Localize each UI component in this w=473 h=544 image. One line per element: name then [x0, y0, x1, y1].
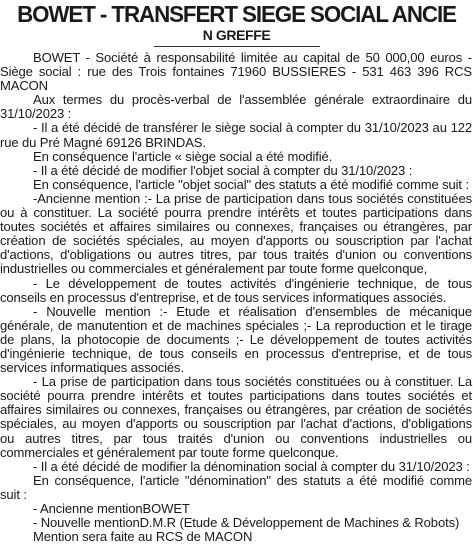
- notice-title: BOWET - TRANSFERT SIEGE SOCIAL ANCIE: [17, 1, 456, 27]
- name-decision-paragraph: - Il a été décidé de modifier la dénomination social à compter du 31/10/2023 :: [33, 458, 470, 474]
- new-name-paragraph: - Nouvelle mentionD.M.R (Etude & Développement de Machines & Robots): [33, 515, 460, 531]
- title-divider: [154, 46, 320, 47]
- new-purpose-participation-paragraph: - La prise de participation dans tous sociétés constituées ou à constituer. La société pourra prendre intérêts et toutes participations dans toutes sociétés et affaires similaires ou connexes, françaises ou étrangères, par création de sociétés spéciales, au moyen d'apports ou souscription par l'achat d'actions, d'obligations ou autres titres, par tous traités d'union ou conventions industrielles ou commerciales et généralement par toute forme quelconque.: [0, 374, 472, 460]
- purpose-decision-paragraph: - Il a été décidé de modifier l'objet social à compter du 31/10/2023 :: [33, 162, 413, 178]
- seat-article-paragraph: En conséquence l'article « siège social a été modifié.: [33, 148, 333, 164]
- old-purpose-engineering-paragraph: - Le développement de toutes activités d'ingénierie technique, de tous conseils en processus d'entreprise, et de tous services informatiques associés.: [0, 275, 472, 305]
- old-purpose-paragraph: -Ancienne mention :- La prise de participation dans tous sociétés constituées ou à constituer. La société pourra prendre intérêts et toutes participations dans toutes sociétés et affaires similaires ou connexes, françaises ou étrangères, par création de sociétés spéciales, au moyen d'apports ou souscription par l'achat d'actions, d'obligations ou autres titres, par tous traités d'union ou conventions industrielles ou commerciales et généralement par toute forme quelconque,: [0, 190, 472, 277]
- purpose-article-paragraph: En conséquence, l'article "objet social" des statuts a été modifié comme suit :: [33, 176, 469, 192]
- transfer-decision-paragraph: - Il a été décidé de transférer le siège social à compter du 31/10/2023 au 122 rue du Pré Magné 69126 BRINDAS.: [0, 120, 472, 150]
- registry-mention-paragraph: Mention sera faite au RCS de MACON: [33, 529, 253, 544]
- company-identity-paragraph: BOWET - Société à responsabilité limitée au capital de 50 000,00 euros - Siège social : rue des Trois fontaines 71960 BUSSIERES - 531 463 396 RCS MACON: [0, 50, 472, 94]
- name-article-paragraph: En conséquence, l'article "dénomination" des statuts a été modifié comme suit :: [0, 472, 472, 502]
- notice-body: [0, 51, 473, 544]
- notice-subtitle: N GREFFE: [202, 27, 271, 43]
- old-name-paragraph: - Ancienne mentionBOWET: [33, 501, 190, 516]
- new-purpose-paragraph: - Nouvelle mention :- Etude et réalisation d'ensembles de mécanique générale, de manutention et de machines spéciales ;- La reproduction et le tirage de plans, la photocopie de documents ;- Le développement de toutes activités d'ingénierie technique, de tous conseils en processus d'entreprise, et de tous services informatiques associés.: [0, 303, 472, 376]
- assembly-reference-paragraph: Aux termes du procès-verbal de l'assemblée générale extraordinaire du 31/10/2023 :: [0, 92, 472, 122]
